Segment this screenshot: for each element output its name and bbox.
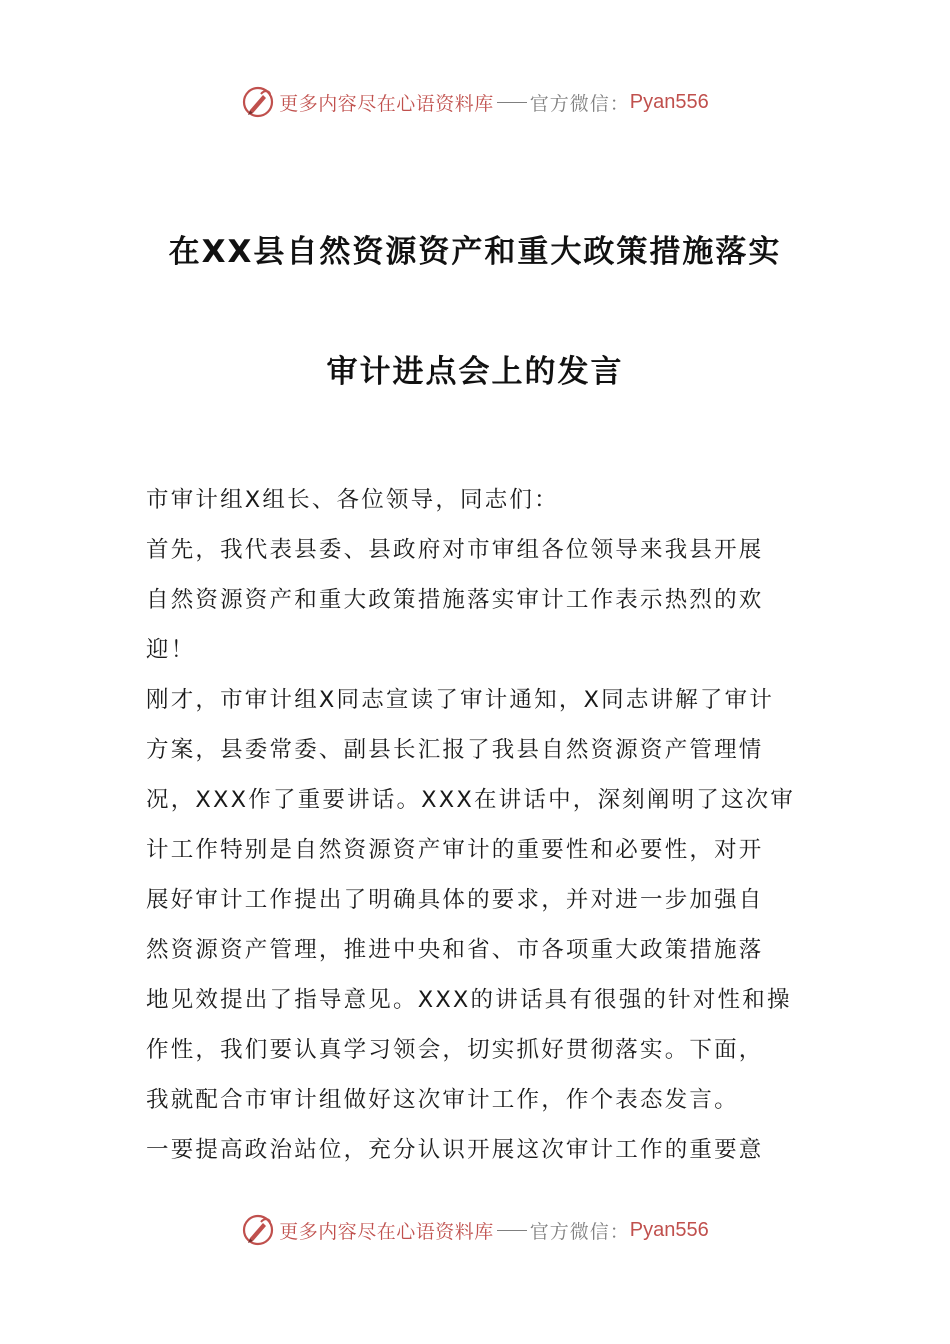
- banner-divider: [497, 102, 527, 103]
- banner-text: 更多内容尽在心语资料库: [279, 1220, 494, 1243]
- footer-banner: [0, 1210, 950, 1250]
- body-line: 计工作特别是自然资源资产审计的重要性和必要性，对开: [146, 837, 764, 863]
- body-line: 展好审计工作提出了明确具体的要求，并对进一步加强自: [146, 887, 764, 913]
- banner-wechat-label: 官方微信：: [529, 92, 630, 115]
- pen-logo-icon: [241, 85, 275, 119]
- banner-text: 更多内容尽在心语资料库: [279, 92, 494, 115]
- header-banner: [0, 82, 950, 122]
- body-line: 一要提高政治站位，充分认识开展这次审计工作的重要意: [146, 1137, 764, 1163]
- document-title-line-1: 在XX县自然资源资产和重大政策措施落实: [168, 234, 782, 270]
- banner-divider: [497, 1230, 527, 1231]
- body-line: 刚才，市审计组X同志宣读了审计通知，X同志讲解了审计: [146, 687, 775, 713]
- pen-logo-icon: [241, 1213, 275, 1247]
- body-line: 作性，我们要认真学习领会，切实抓好贯彻落实。下面，: [146, 1037, 764, 1063]
- body-line: 地见效提出了指导意见。XXX的讲话具有很强的针对性和操: [146, 987, 792, 1013]
- body-line: 然资源资产管理，推进中央和省、市各项重大政策措施落: [146, 937, 764, 963]
- body-line: 我就配合市审计组做好这次审计工作，作个表态发言。: [146, 1087, 739, 1113]
- body-line: 自然资源资产和重大政策措施落实审计工作表示热烈的欢: [146, 587, 764, 613]
- body-line: 首先，我代表县委、县政府对市审组各位领导来我县开展: [146, 537, 764, 563]
- document-title-line-2: 审计进点会上的发言: [326, 354, 624, 390]
- document-body: [146, 475, 806, 1175]
- body-line: 市审计组X组长、各位领导，同志们：: [146, 487, 559, 513]
- body-line: 况，XXX作了重要讲话。XXX在讲话中，深刻阐明了这次审: [146, 787, 796, 813]
- banner-wechat-label: 官方微信：: [529, 1220, 630, 1243]
- body-line: 迎！: [146, 637, 196, 663]
- body-line: 方案，县委常委、副县长汇报了我县自然资源资产管理情: [146, 737, 764, 763]
- banner-wechat-id: Pyan556: [629, 1218, 709, 1241]
- banner-wechat-id: Pyan556: [629, 90, 709, 113]
